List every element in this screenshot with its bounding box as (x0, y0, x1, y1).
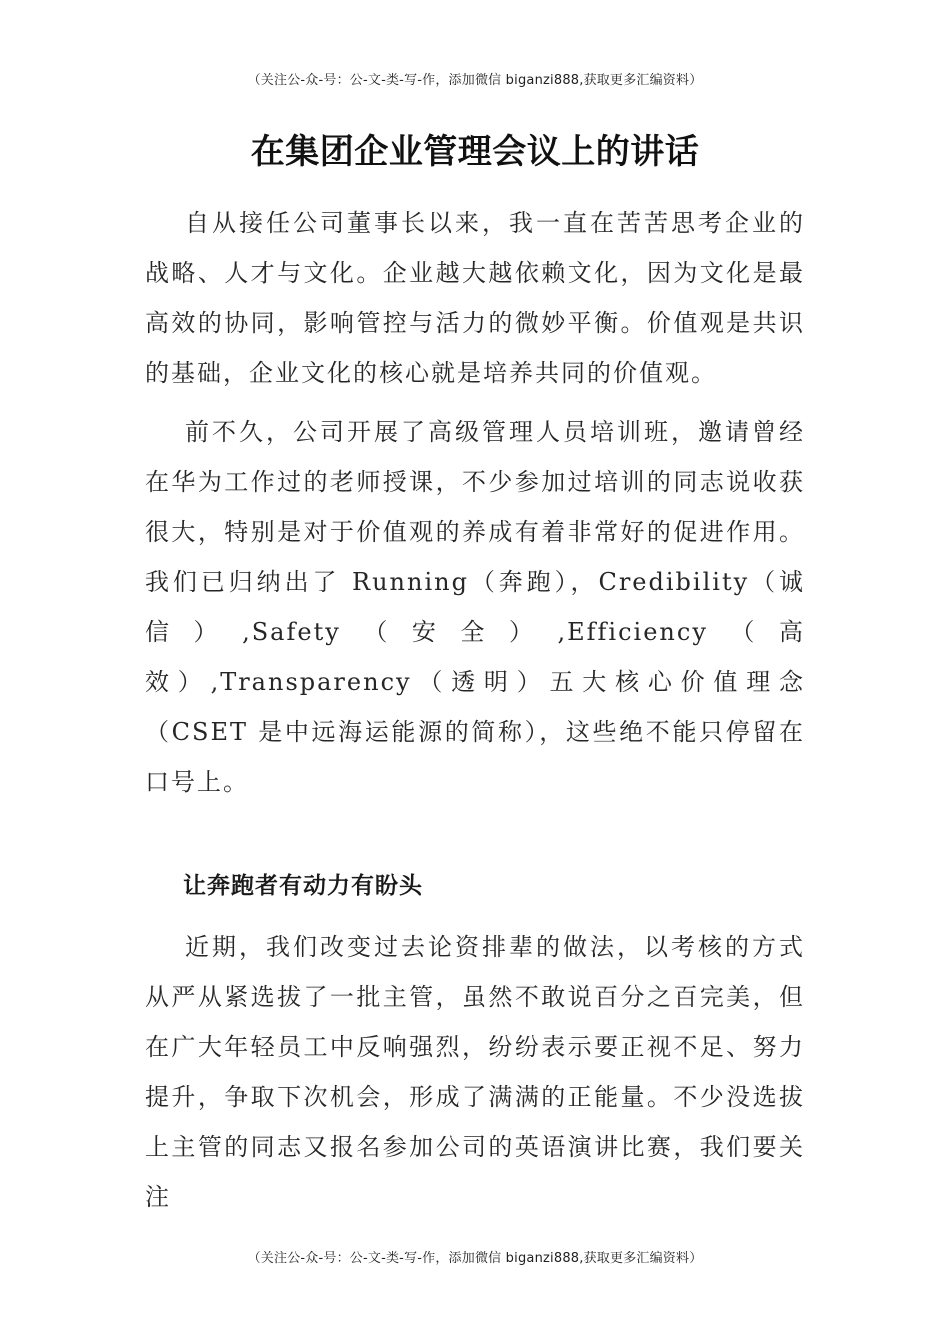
document-title: 在集团企业管理会议上的讲话 (250, 132, 700, 172)
paragraph-intro: 自从接任公司董事长以来，我一直在苦苦思考企业的战略、人才与文化。企业越大越依赖文化，因为文化是最高效的协同，影响管控与活力的微妙平衡。价值观是共识的基础，企业文化的核心就是培养共同的价值观。 (145, 209, 805, 387)
paragraph-core-values: 前不久，公司开展了高级管理人员培训班，邀请曾经在华为工作过的老师授课，不少参加过培训的同志说收获很大，特别是对于价值观的养成有着非常好的促进作用。我们已归纳出了 Running（奔跑），Credibility（诚信）,Safety（安全）,Efficiency（高效）,Transparency（透明）五大核心价值理念（CSET 是中远海运能源的简称），这些绝不能只停留在口号上。 (145, 418, 805, 796)
footer-note: （关注公-众-号：公-文-类-写-作，添加微信 biganzi888,获取更多汇编资料） (247, 1251, 703, 1266)
header-note: （关注公-众-号：公-文-类-写-作，添加微信 biganzi888,获取更多汇编资料） (247, 73, 703, 88)
section-heading: 让奔跑者有动力有盼头 (183, 873, 423, 899)
paragraph-section: 近期，我们改变过去论资排辈的做法，以考核的方式从严从紧选拔了一批主管，虽然不敢说百分之百完美，但在广大年轻员工中反响强烈，纷纷表示要正视不足、努力提升，争取下次机会，形成了满满的正能量。不少没选拔上主管的同志又报名参加公司的英语演讲比赛，我们要关注 (145, 933, 805, 1211)
